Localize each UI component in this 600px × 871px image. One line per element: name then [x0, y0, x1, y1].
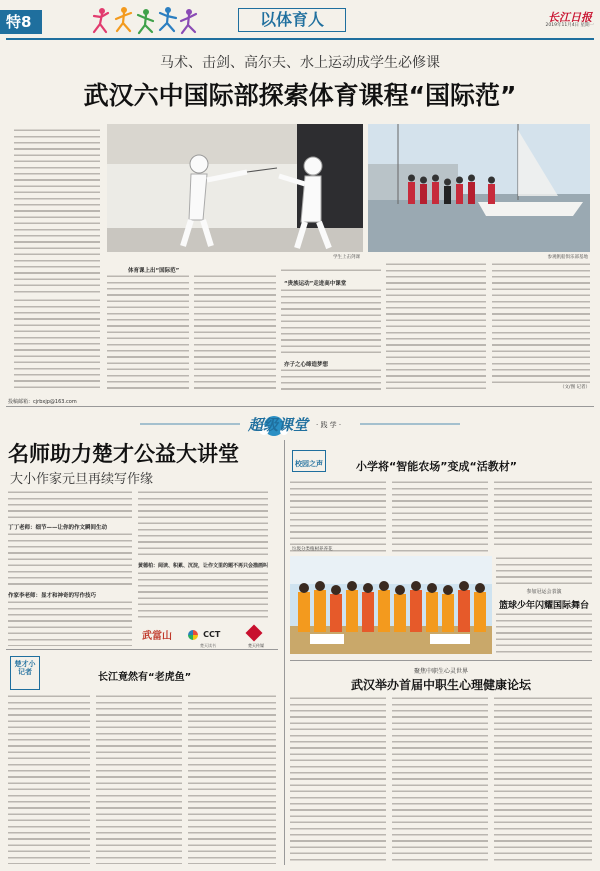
article1-byline: （文/图 记者） [560, 385, 590, 390]
page-number: 特8 [6, 13, 32, 31]
school-voice-body-3 [494, 480, 592, 550]
article1-lead-text-2 [14, 298, 100, 390]
sponsor-cct-icon [188, 630, 198, 640]
sports-silhouettes [90, 4, 200, 38]
sponsor-logo-wudangshan [142, 624, 182, 642]
basketball-body-top [496, 556, 592, 584]
issue-date: 2019年11月4日 星期一 [545, 23, 594, 28]
fencing-caption: 学生上击剑课 [333, 255, 360, 260]
article2-section-b: 作家李老师：显才和神奇的写作技巧 [8, 593, 97, 599]
basketball-title: 篮球少年闪耀国际舞台 [498, 601, 589, 611]
small-writer-body-2 [96, 694, 182, 864]
school-voice-body-1 [290, 480, 386, 566]
article1-body-col5 [492, 262, 590, 386]
sponsor-logo-ctmedia [240, 624, 272, 648]
article1-kicker: 马术、击剑、高尔夫、水上运动成学生必修课 [160, 55, 440, 71]
forum-body-2 [392, 696, 488, 864]
sailing-caption: 参观帆船俱乐部基地 [547, 255, 588, 260]
submission-email: 投稿邮箱：cjrbxjp@163.com [8, 399, 77, 405]
page-number-tag [0, 10, 42, 34]
article2-col1-bottom [8, 600, 132, 646]
article1-section-c: 亦子之心缔造梦想 [284, 362, 329, 368]
sailing-photo [368, 124, 590, 252]
banner-title: 超级课堂 [248, 416, 309, 434]
article2-bottom-rule [6, 649, 278, 650]
small-writer-body-3 [188, 694, 276, 864]
school-voice-tag-text: 校园之声 [295, 460, 323, 468]
header-rule [6, 38, 594, 40]
forum-top-rule [290, 660, 592, 661]
lower-column-divider [284, 440, 285, 865]
sponsor-ctmedia-icon [246, 625, 263, 642]
article2-col2-bottom [138, 571, 268, 621]
small-writer-tag-text: 楚才小记者 [14, 660, 36, 676]
small-writer-body-1 [8, 694, 90, 864]
sponsor-wudangshan-text: 武當山 [142, 631, 172, 642]
sponsor-ctmedia-text: 楚天传媒 [248, 643, 264, 648]
article2-section-a: 丁丁老师：细节——让你的作文瞬间生动 [8, 525, 108, 531]
article1-body-col3 [281, 268, 381, 276]
article1-bottom-rule [6, 406, 594, 407]
article1-section-a: 体育课上出“国际范” [128, 268, 180, 274]
article1-body-col2 [194, 274, 276, 392]
sponsor-cct-text: CCT [203, 630, 221, 639]
column-title: 以体育人 [259, 10, 324, 29]
small-writer-tag [10, 656, 40, 690]
article1-body-col3b [281, 288, 381, 356]
article2-col1-top [8, 490, 132, 520]
sponsor-logo-cct [188, 624, 236, 648]
forum-body-3 [494, 696, 592, 864]
article1-body-col4 [386, 262, 486, 392]
column-title-box [238, 8, 346, 32]
article1-body-col1 [107, 274, 189, 392]
small-writer-title: 长江竟然有“老虎鱼” [98, 672, 192, 683]
fencing-photo [107, 124, 363, 252]
basketball-kicker: 参加冠运会表演 [526, 589, 562, 595]
article1-section-b: “贵族运动”走进高中课堂 [284, 281, 347, 287]
school-voice-title: 小学将“智能农场”变成“活教材” [356, 460, 517, 473]
forum-kicker: 聚焦中职生心灵世界 [413, 668, 468, 675]
banner-suffix: · 践 学 · [316, 421, 342, 429]
article1-body-col3c [281, 368, 381, 392]
school-voice-body-2 [392, 480, 488, 566]
article2-section-c: 黄德柏：阅读、积累、沉淀，让作文里的题不再只会描画叫 [138, 563, 269, 569]
article2-col1-mid [8, 532, 132, 588]
forum-title: 武汉举办首届中职生心理健康论坛 [350, 678, 531, 692]
parade-kicker: 垃圾分类植树养养花 [292, 547, 333, 552]
school-voice-tag [292, 450, 326, 472]
basketball-body [496, 612, 592, 654]
forum-body-1 [290, 696, 386, 864]
sponsor-cct-sub: 楚天读书 [200, 643, 216, 648]
basketball-photo [290, 556, 492, 654]
article1-lead-text [14, 128, 100, 296]
paper-name: 长江日报 [548, 11, 592, 24]
article2-title: 名师助力楚才公益大讲堂 [8, 442, 239, 466]
article2-col2-top [138, 490, 268, 560]
article2-subtitle: 大小作家元旦再续写作缘 [10, 472, 154, 487]
article1-title: 武汉六中国际部探索体育课程“国际范” [83, 81, 517, 110]
